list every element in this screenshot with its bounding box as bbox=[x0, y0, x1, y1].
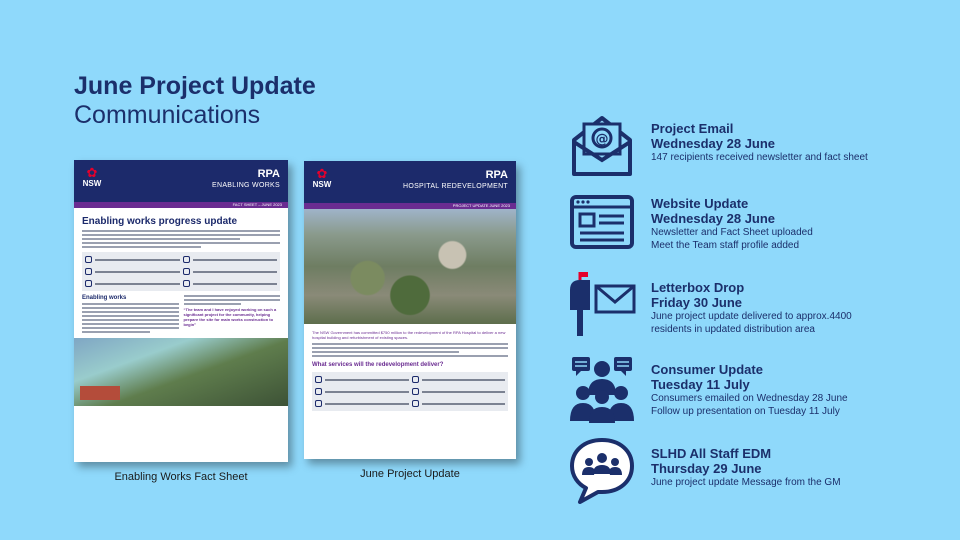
waratah-icon: ✿ bbox=[86, 165, 98, 180]
page-title: June Project Update bbox=[74, 72, 316, 100]
letterbox-icon bbox=[568, 270, 636, 338]
page-title-block bbox=[74, 72, 316, 130]
site-photo bbox=[74, 338, 288, 406]
doc-subtitle: HOSPITAL REDEVELOPMENT bbox=[402, 183, 508, 190]
page-subtitle: Communications bbox=[74, 101, 261, 129]
item-staff-edm: SLHD All Staff EDM Thursday 29 June June project update Message from the GM bbox=[651, 446, 841, 488]
consumer-icon bbox=[568, 355, 636, 423]
nsw-logo: ✿ NSW bbox=[82, 165, 102, 188]
services-grid bbox=[82, 252, 280, 291]
item-website-update: Website Update Wednesday 28 June Newsletter and Fact Sheet uploaded Meet the Team staff profile added bbox=[651, 196, 813, 251]
aerial-photo bbox=[304, 209, 516, 324]
doc-heading: Enabling works progress update bbox=[82, 216, 238, 227]
item-project-email: Project Email Wednesday 28 June 147 recipients received newsletter and fact sheet bbox=[651, 121, 868, 163]
doc-body-text bbox=[312, 343, 508, 357]
doc-strip: FACT SHEET – JUNE 2023 bbox=[74, 202, 288, 208]
doc-section-heading: Enabling works bbox=[82, 295, 127, 301]
doc-header bbox=[304, 161, 516, 203]
website-icon bbox=[568, 193, 636, 261]
doc-columns bbox=[82, 295, 280, 335]
doc-header bbox=[74, 160, 288, 202]
nsw-logo: ✿ NSW bbox=[312, 166, 332, 189]
june-project-update-thumbnail[interactable] bbox=[304, 161, 516, 459]
item-consumer-update: Consumer Update Tuesday 11 July Consumers emailed on Wednesday 28 June Follow up presentation on Tuesday 11 July bbox=[651, 362, 848, 417]
doc-rpa-label: RPA bbox=[485, 169, 508, 181]
doc-strip: PROJECT UPDATE JUNE 2023 bbox=[304, 203, 516, 209]
enabling-works-fact-sheet-thumbnail[interactable] bbox=[74, 160, 288, 462]
doc-quote: “The team and I have enjoyed working on such a significant project for the community, helping prepare the site for main works construction to begin” bbox=[183, 307, 277, 327]
doc-subtitle: ENABLING WORKS bbox=[212, 182, 280, 189]
email-icon bbox=[568, 112, 636, 180]
doc-question: What services will the redevelopment deliver? bbox=[312, 362, 444, 368]
doc-body-text bbox=[82, 230, 280, 248]
doc-caption-project-update: June Project Update bbox=[360, 468, 460, 480]
doc-caption-enabling-works: Enabling Works Fact Sheet bbox=[114, 471, 248, 483]
doc-rpa-label: RPA bbox=[257, 168, 280, 180]
services-grid bbox=[312, 372, 508, 411]
waratah-icon: ✿ bbox=[316, 166, 328, 181]
item-letterbox-drop: Letterbox Drop Friday 30 June June project update delivered to approx.4400 residents in updated distribution area bbox=[651, 280, 852, 335]
doc-lead: The NSW Government has committed $750 million to the redevelopment of the RPA Hospital to deliver a new hospital building and refurbishment of existing spaces. bbox=[312, 330, 506, 340]
svg-text:@: @ bbox=[595, 132, 609, 147]
staff-chat-icon bbox=[568, 436, 636, 504]
